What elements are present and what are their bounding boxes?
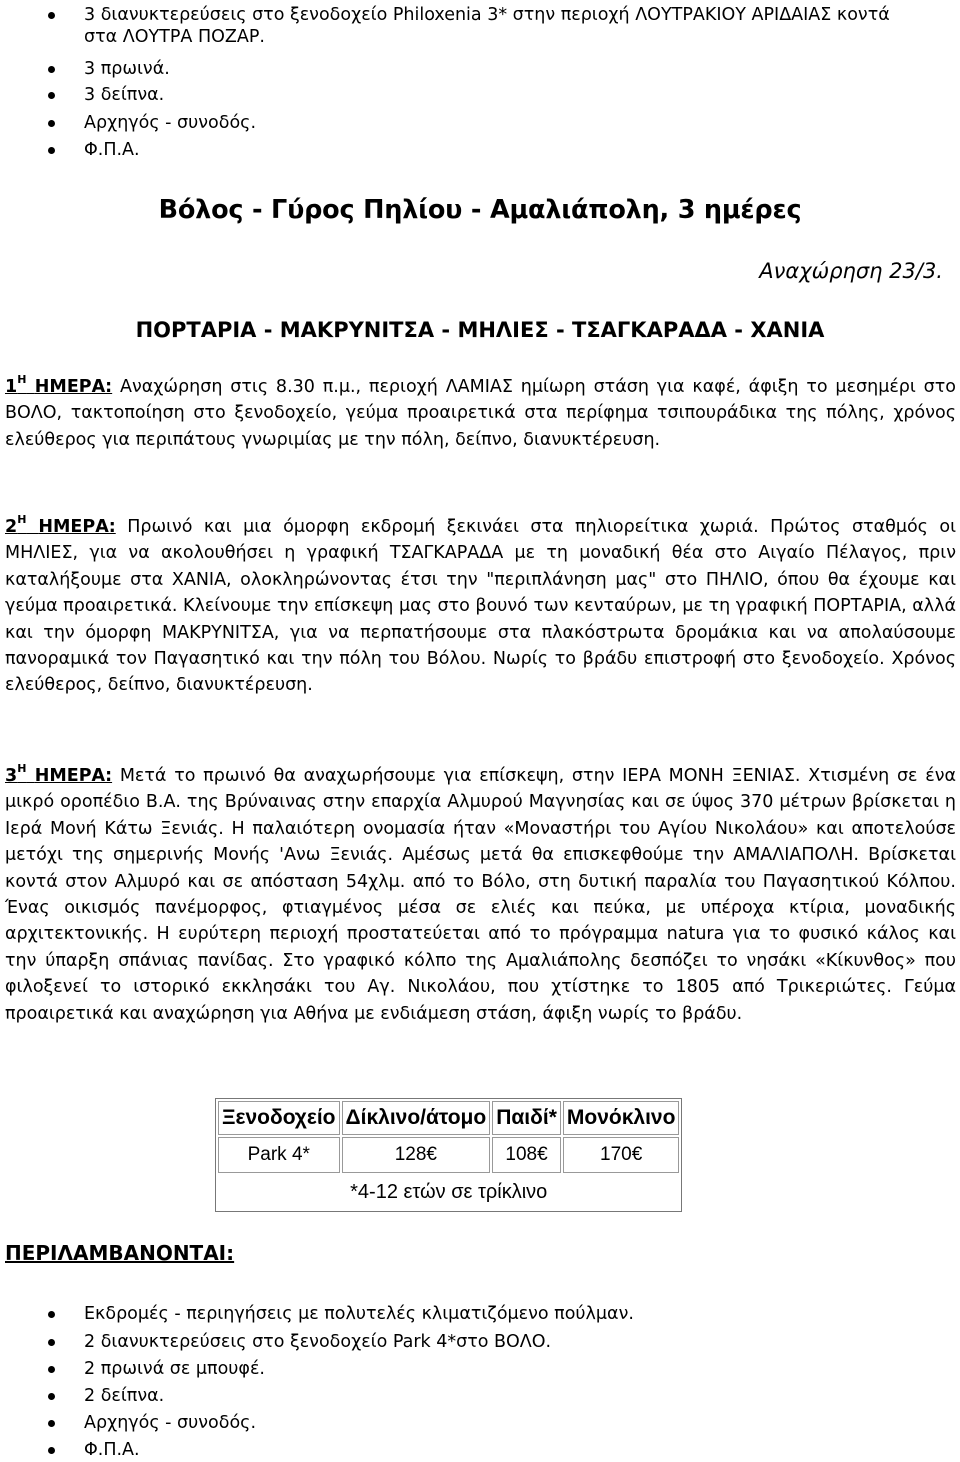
list-item-text: Φ.Π.Α. xyxy=(84,140,140,160)
list-item-text: 2 δείπνα. xyxy=(84,1386,165,1406)
list-item xyxy=(84,112,256,134)
header-child: Παιδί* xyxy=(492,1101,561,1135)
list-item xyxy=(84,84,164,106)
day-3-paragraph xyxy=(5,763,956,1027)
cell-double: 128€ xyxy=(342,1137,491,1173)
list-item-text: 3 δείπνα. xyxy=(84,85,165,105)
departure-date: Αναχώρηση 23/3. xyxy=(759,259,943,283)
list-item-text: 2 πρωινά σε μπουφέ. xyxy=(84,1359,265,1379)
cell-single: 170€ xyxy=(563,1137,680,1173)
table-header-row xyxy=(218,1101,679,1135)
cell-hotel: Park 4* xyxy=(218,1137,340,1173)
day-2-text: Πρωινό και μια όμορφη εκδρομή ξεκινάει στα πηλιορείτικα χωριά. Πρώτος σταθμός οι ΜΗΛΙΕΣ, για να ακολουθήσει η γραφική ΤΣΑΓΚΑΡΑΔΑ με τη μοναδική θέα στο Αιγαίο Πέλαγος, πριν καταλήξουμε στα ΧΑΝΙΑ, ολοκληρώνοντας έτσι την "περιπλάνηση μας" στο ΠΗΛΙΟ, όπου θα έχουμε και γεύμα προαιρετικά. Κλείνουμε την επίσκεψη μας στο βουνό των κενταύρων, με τη γραφική ΠΟΡΤΑΡΙΑ, αλλά και την όμορφη ΜΑΚΡΥΝΙΤΣΑ, για να περπατήσουμε στα πλακόστρωτα δρομάκια και να απολαύσουμε πανοραμικά τον Παγασητικό και την πόλη του Βόλου. Νωρίς το βράδυ επιστροφή στο ξενοδοχείο. Χρόνος ελεύθερος, δείπνο, διανυκτέρευση. xyxy=(5,517,956,696)
table-note-row xyxy=(218,1175,679,1209)
day-1-text: Αναχώρηση στις 8.30 π.μ., περιοχή ΛΑΜΙΑΣ ημίωρη στάση για καφέ, άφιξη το μεσημέρι στο ΒΟΛΟ, τακτοποίηση στο ξενοδοχείο, γεύμα προαιρετικά στα περίφημα τσιπουράδικα της πόλης, χρόνος ελεύθερος για περιπάτους γνωριμίας με την πόλη, δείπνο, διανυκτέρευση. xyxy=(5,377,957,450)
list-item xyxy=(84,1439,140,1461)
list-item xyxy=(84,1331,551,1353)
list-item xyxy=(84,1412,256,1434)
header-single: Μονόκλινο xyxy=(563,1101,680,1135)
tour-title: Βόλος - Γύρος Πηλίου - Αμαλιάπολη, 3 ημέρες xyxy=(158,195,802,225)
list-item xyxy=(84,1303,634,1325)
list-item-text: Φ.Π.Α. xyxy=(84,1440,140,1460)
day-2-label: $2^H$ ΗΜΕΡΑ: xyxy=(5,513,116,537)
includes-heading: ΠΕΡΙΛΑΜΒΑΝΟΝΤΑΙ: xyxy=(5,1241,235,1265)
list-item-text: Εκδρομές - περιηγήσεις με πολυτελές κλιματιζόμενο πούλμαν. xyxy=(84,1304,634,1324)
list-item xyxy=(84,1385,164,1407)
list-item-text: Αρχηγός - συνοδός. xyxy=(84,113,257,133)
header-double: Δίκλινο/άτομο xyxy=(342,1101,491,1135)
list-item xyxy=(84,139,140,161)
table-note: *4-12 ετών σε τρίκλινο xyxy=(350,1180,548,1203)
list-item-text: 2 διανυκτερεύσεις στο ξενοδοχείο Park 4*στο ΒΟΛΟ. xyxy=(84,1332,552,1352)
day-1-paragraph xyxy=(5,374,956,453)
table-row xyxy=(218,1137,679,1173)
list-item-text: 3 διανυκτερεύσεις στο ξενοδοχείο Philoxenia 3* στην περιοχή ΛΟΥΤΡΑΚΙΟΥ ΑΡΙΔΑΙΑΣ κοντά xyxy=(84,5,890,25)
list-item xyxy=(84,58,170,80)
day-3-label: $3^H$ ΗΜΕΡΑ: xyxy=(5,762,113,786)
day-2-paragraph xyxy=(5,514,956,699)
header-hotel: Ξενοδοχείο xyxy=(218,1101,340,1135)
price-table xyxy=(215,1098,682,1212)
day-3-text: Μετά το πρωινό θα αναχωρήσουμε για επίσκεψη, στην ΙΕΡΑ ΜΟΝΗ ΞΕΝΙΑΣ. Χτισμένη σε ένα μικρό οροπέδιο Β.Α. της Βρύναινας στην επαρχία Αλμυρού Μαγνησίας και σε ύψος 370 μέτρων βρίσκεται η Ιερά Μονή Κάτω Ξενιάς. Η παλαιότερη ονομασία ήταν «Μοναστήρι του Αγίου Νικολάου» και αποτελούσε μετόχι της σημερινής Μονής 'Ανω Ξενιάς. Αμέσως μετά θα επισκεφθούμε την ΑΜΑΛΙΑΠΟΛΗ. Βρίσκεται κοντά στον Αλμυρό και σε απόσταση 54χλμ. από το Βόλο, στη δυτική παραλία του Παγασητικού Κόλπου. Ένας οικισμός πανέμορφος, φτιαγμένος μέσα σε ελιές και πεύκα, με υπέροχα κτίρια, μοναδικής αρχιτεκτονικής. Η ευρύτερη περιοχή προστατεύεται από το πρόγραμμα natura για το φυσικό κάλος και την ύπαρξη σπάνιας πανίδας. Στο γραφικό κόλπο της Αμαλιάπολης δεσπόζει το νησάκι «Κίκυνθος» που φιλοξενεί το ιστορικό εκκλησάκι του Αγ. Νικολάου, που χτίστηκε το 1805 από Τρικεριώτες. Γεύμα προαιρετικά και αναχώρηση για Αθήνα με ενδιάμεση στάση, άφιξη νωρίς το βράδυ. xyxy=(5,766,957,1024)
list-item xyxy=(84,1358,265,1380)
route-line: ΠΟΡΤΑΡΙΑ - ΜΑΚΡΥΝΙΤΣΑ - ΜΗΛΙΕΣ - ΤΣΑΓΚΑΡΑΔΑ - ΧΑΝΙΑ xyxy=(135,318,825,342)
day-1-label: $1^H$ ΗΜΕΡΑ: xyxy=(5,373,113,397)
cell-child: 108€ xyxy=(492,1137,561,1173)
list-item xyxy=(84,4,944,48)
list-item-text: Αρχηγός - συνοδός. xyxy=(84,1413,257,1433)
list-item-text: στα ΛΟΥΤΡΑ ΠΟΖΑΡ. xyxy=(84,27,265,47)
list-item-text: 3 πρωινά. xyxy=(84,59,170,79)
